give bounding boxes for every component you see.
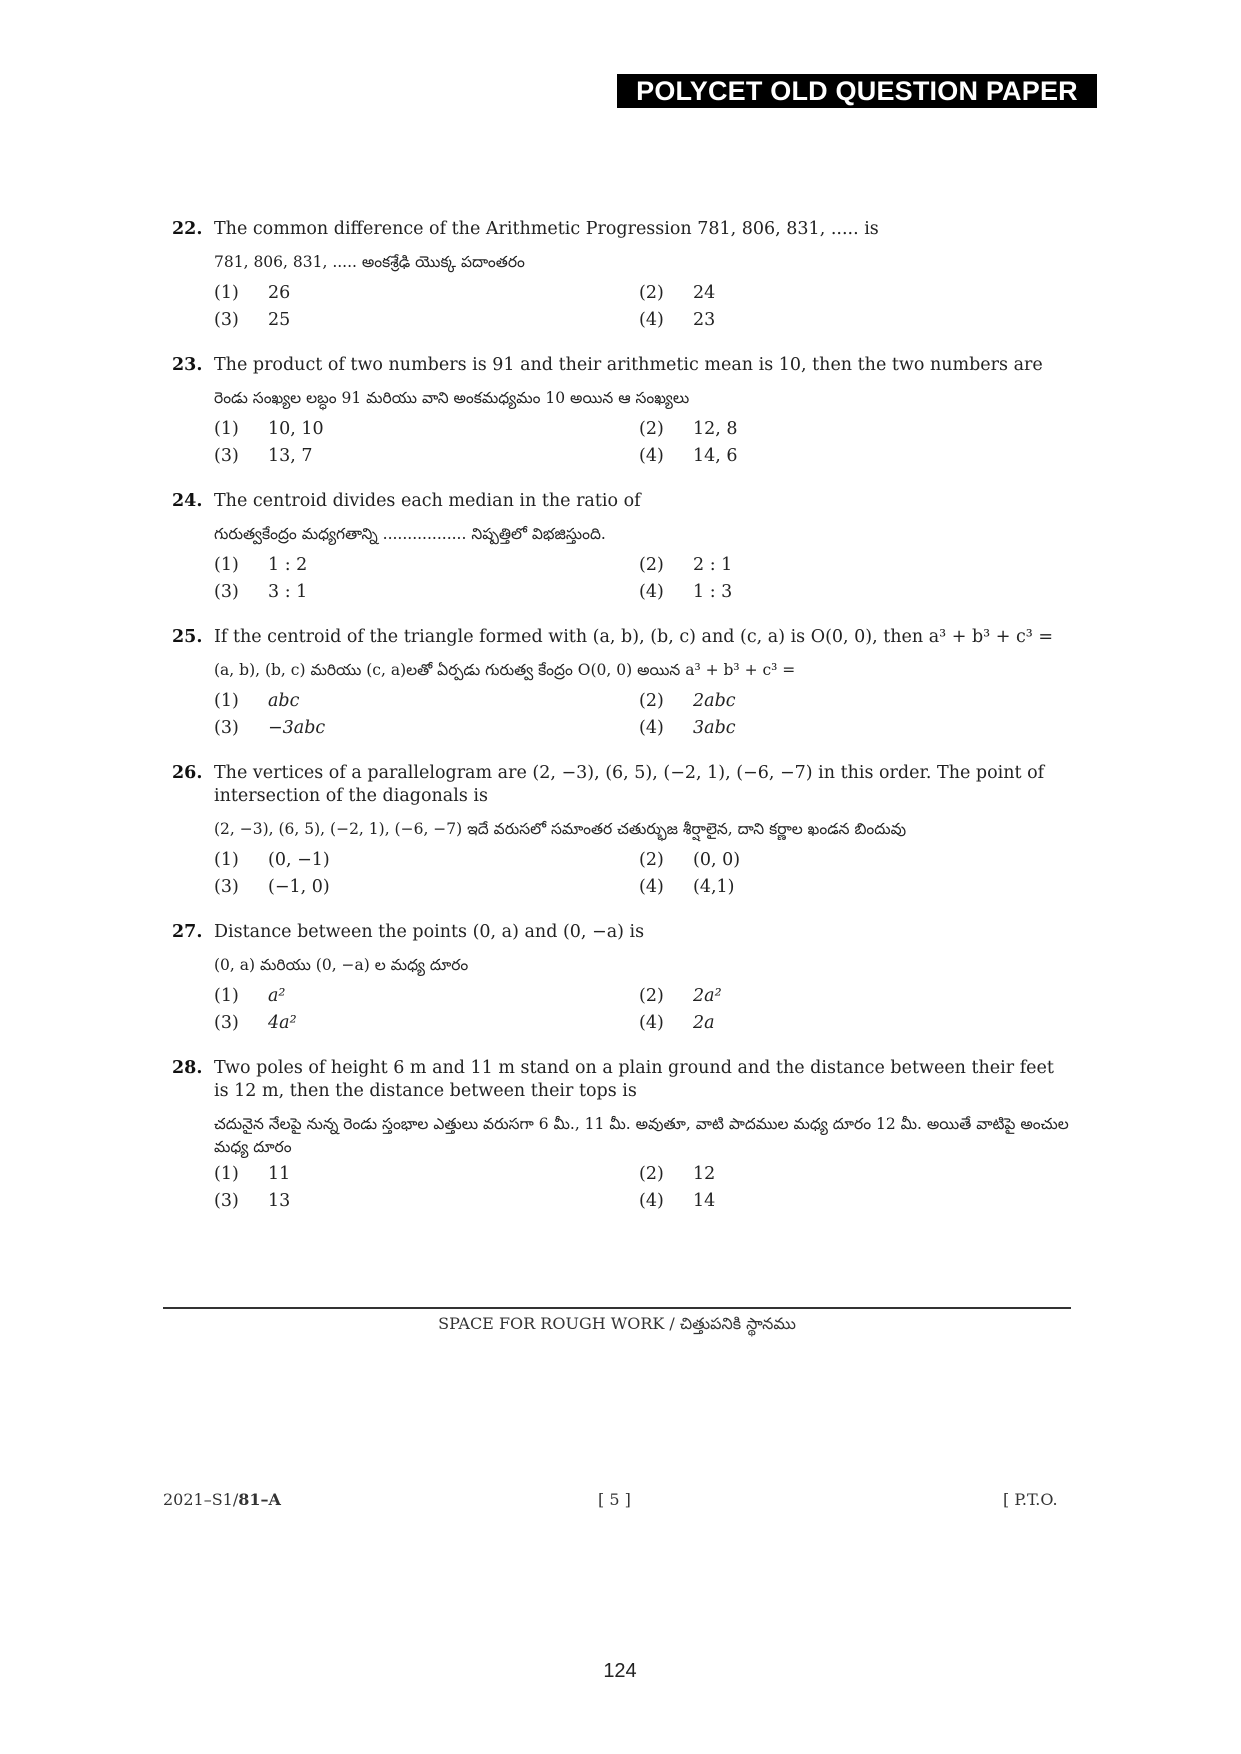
question-26 <box>172 762 1072 899</box>
question-text-telugu: (a, b), (b, c) మరియు (c, a)లతో ఏర్పడు గురుత్వ కేంద్రం O(0, 0) అయిన a³ + b³ + c³ = <box>214 661 796 679</box>
rough-work-label: SPACE FOR ROUGH WORK / చిత్తుపనికి స్థానము <box>438 1314 796 1333</box>
option-number: (2) <box>639 283 664 303</box>
option-value: a² <box>268 986 286 1006</box>
option-value: abc <box>268 691 300 711</box>
question-number: 28. <box>172 1058 203 1078</box>
option-number: (4) <box>639 446 664 466</box>
option-value: −3abc <box>268 718 326 738</box>
option-value: 23 <box>693 310 716 330</box>
option-number: (1) <box>214 986 239 1006</box>
option-2 <box>639 985 939 1008</box>
option-value: 25 <box>268 310 291 330</box>
option-3 <box>214 876 639 899</box>
paper-code-prefix: 2021–S1/ <box>163 1490 239 1509</box>
option-value: 14, 6 <box>693 446 738 466</box>
option-value: (0, −1) <box>268 850 330 870</box>
option-number: (4) <box>639 1013 664 1033</box>
option-4 <box>639 876 939 899</box>
option-2 <box>639 554 939 577</box>
page-banner: POLYCET OLD QUESTION PAPER <box>617 74 1097 108</box>
option-value: 2a <box>693 1013 715 1033</box>
option-2 <box>639 418 939 441</box>
question-22 <box>172 218 1072 332</box>
option-value: 3 : 1 <box>268 582 308 602</box>
option-value: 2a² <box>693 986 722 1006</box>
option-value: 2 : 1 <box>693 555 733 575</box>
option-3 <box>214 717 639 740</box>
option-value: (4,1) <box>693 877 735 897</box>
question-text: The common difference of the Arithmetic Progression 781, 806, 831, ..... is <box>214 219 879 239</box>
option-value: 11 <box>268 1164 291 1184</box>
option-number: (3) <box>214 1191 239 1211</box>
option-number: (2) <box>639 850 664 870</box>
option-4 <box>639 309 939 332</box>
question-text: Distance between the points (0, a) and (0, −a) is <box>214 922 645 942</box>
question-list <box>172 218 1072 1235</box>
option-value: 24 <box>693 283 716 303</box>
option-1 <box>214 690 639 713</box>
question-text: The centroid divides each median in the ratio of <box>214 491 641 511</box>
question-text-telugu: గురుత్వకేంద్రం మధ్యగతాన్ని ................. నిష్పత్తిలో విభజిస్తుంది. <box>214 525 606 543</box>
option-number: (2) <box>639 986 664 1006</box>
option-1 <box>214 849 639 872</box>
option-4 <box>639 1012 939 1035</box>
option-1 <box>214 985 639 1008</box>
question-text-telugu: (0, a) మరియు (0, −a) ల మధ్య దూరం <box>214 956 469 974</box>
question-number: 25. <box>172 627 203 647</box>
option-number: (4) <box>639 310 664 330</box>
option-3 <box>214 1190 639 1213</box>
option-value: 3abc <box>693 718 736 738</box>
option-number: (1) <box>214 419 239 439</box>
option-2 <box>639 849 939 872</box>
option-1 <box>214 282 639 305</box>
option-value: 13 <box>268 1191 291 1211</box>
option-number: (4) <box>639 1191 664 1211</box>
question-text-telugu: (2, −3), (6, 5), (−2, 1), (−6, −7) ఇదే వరుసలో సమాంతర చతుర్భుజ శీర్షాలైన, దాని కర్ణాల ఖండన బిందువు <box>214 820 907 838</box>
option-number: (4) <box>639 582 664 602</box>
question-text-telugu: చదునైన నేలపై నున్న రెండు స్తంభాల ఎత్తులు వరుసగా 6 మీ., 11 మీ. అవుతూ, వాటి పాదముల మధ్య దూరం 12 మీ. అయితే వాటిపై అంచుల మధ్య దూరం <box>214 1115 1069 1156</box>
question-text: The product of two numbers is 91 and their arithmetic mean is 10, then the two numbers are <box>214 355 1043 375</box>
option-number: (3) <box>214 446 239 466</box>
option-number: (4) <box>639 877 664 897</box>
option-value: 12 <box>693 1164 716 1184</box>
options <box>214 985 1072 1035</box>
question-text-telugu: రెండు సంఖ్యల లబ్ధం 91 మరియు వాని అంకమధ్యమం 10 అయిన ఆ సంఖ్యలు <box>214 389 690 407</box>
option-number: (3) <box>214 718 239 738</box>
option-number: (3) <box>214 877 239 897</box>
options <box>214 554 1072 604</box>
option-value: 13, 7 <box>268 446 313 466</box>
question-28 <box>172 1057 1072 1213</box>
question-number: 24. <box>172 491 203 511</box>
option-2 <box>639 690 939 713</box>
question-number: 26. <box>172 763 203 783</box>
question-23 <box>172 354 1072 468</box>
question-27 <box>172 921 1072 1035</box>
question-text: Two poles of height 6 m and 11 m stand on a plain ground and the distance between their feet is 12 m, then the distance between their tops is <box>214 1058 1054 1101</box>
option-number: (1) <box>214 1164 239 1184</box>
option-number: (1) <box>214 691 239 711</box>
options <box>214 418 1072 468</box>
option-number: (3) <box>214 582 239 602</box>
option-1 <box>214 1163 639 1186</box>
option-number: (2) <box>639 691 664 711</box>
paper-code-suffix: 81–A <box>238 1490 281 1509</box>
option-3 <box>214 309 639 332</box>
pto-label: [ P.T.O. <box>1003 1490 1058 1509</box>
option-value: 1 : 2 <box>268 555 308 575</box>
question-text: The vertices of a parallelogram are (2, −3), (6, 5), (−2, 1), (−6, −7) in this order. The point of intersection of the diagonals is <box>214 763 1045 806</box>
option-3 <box>214 1012 639 1035</box>
option-number: (3) <box>214 310 239 330</box>
option-value: (−1, 0) <box>268 877 330 897</box>
option-number: (4) <box>639 718 664 738</box>
option-number: (1) <box>214 850 239 870</box>
paper-code <box>163 1490 281 1509</box>
question-number: 27. <box>172 922 203 942</box>
option-number: (1) <box>214 283 239 303</box>
option-2 <box>639 282 939 305</box>
question-number: 23. <box>172 355 203 375</box>
option-number: (1) <box>214 555 239 575</box>
option-number: (3) <box>214 1013 239 1033</box>
option-1 <box>214 554 639 577</box>
options <box>214 849 1072 899</box>
option-number: (2) <box>639 419 664 439</box>
question-number: 22. <box>172 219 203 239</box>
question-25 <box>172 626 1072 740</box>
option-value: 2abc <box>693 691 736 711</box>
option-4 <box>639 581 939 604</box>
option-4 <box>639 1190 939 1213</box>
question-text: If the centroid of the triangle formed with (a, b), (b, c) and (c, a) is O(0, 0), then a³ + b³ + c³ = <box>214 627 1054 647</box>
options <box>214 690 1072 740</box>
option-4 <box>639 445 939 468</box>
page-number: 124 <box>603 1660 637 1682</box>
option-value: 10, 10 <box>268 419 324 439</box>
options <box>214 282 1072 332</box>
option-value: 14 <box>693 1191 716 1211</box>
question-24 <box>172 490 1072 604</box>
option-value: 1 : 3 <box>693 582 733 602</box>
option-2 <box>639 1163 939 1186</box>
option-3 <box>214 581 639 604</box>
option-number: (2) <box>639 555 664 575</box>
divider-line <box>163 1307 1071 1309</box>
option-3 <box>214 445 639 468</box>
question-text-telugu: 781, 806, 831, ..... అంకశ్రేఢి యొక్క పదాంతరం <box>214 253 525 271</box>
option-value: 26 <box>268 283 291 303</box>
option-1 <box>214 418 639 441</box>
option-number: (2) <box>639 1164 664 1184</box>
option-4 <box>639 717 939 740</box>
option-value: 4a² <box>268 1013 297 1033</box>
option-value: 12, 8 <box>693 419 738 439</box>
option-value: (0, 0) <box>693 850 741 870</box>
options <box>214 1163 1072 1213</box>
page-marker: [ 5 ] <box>598 1490 631 1509</box>
